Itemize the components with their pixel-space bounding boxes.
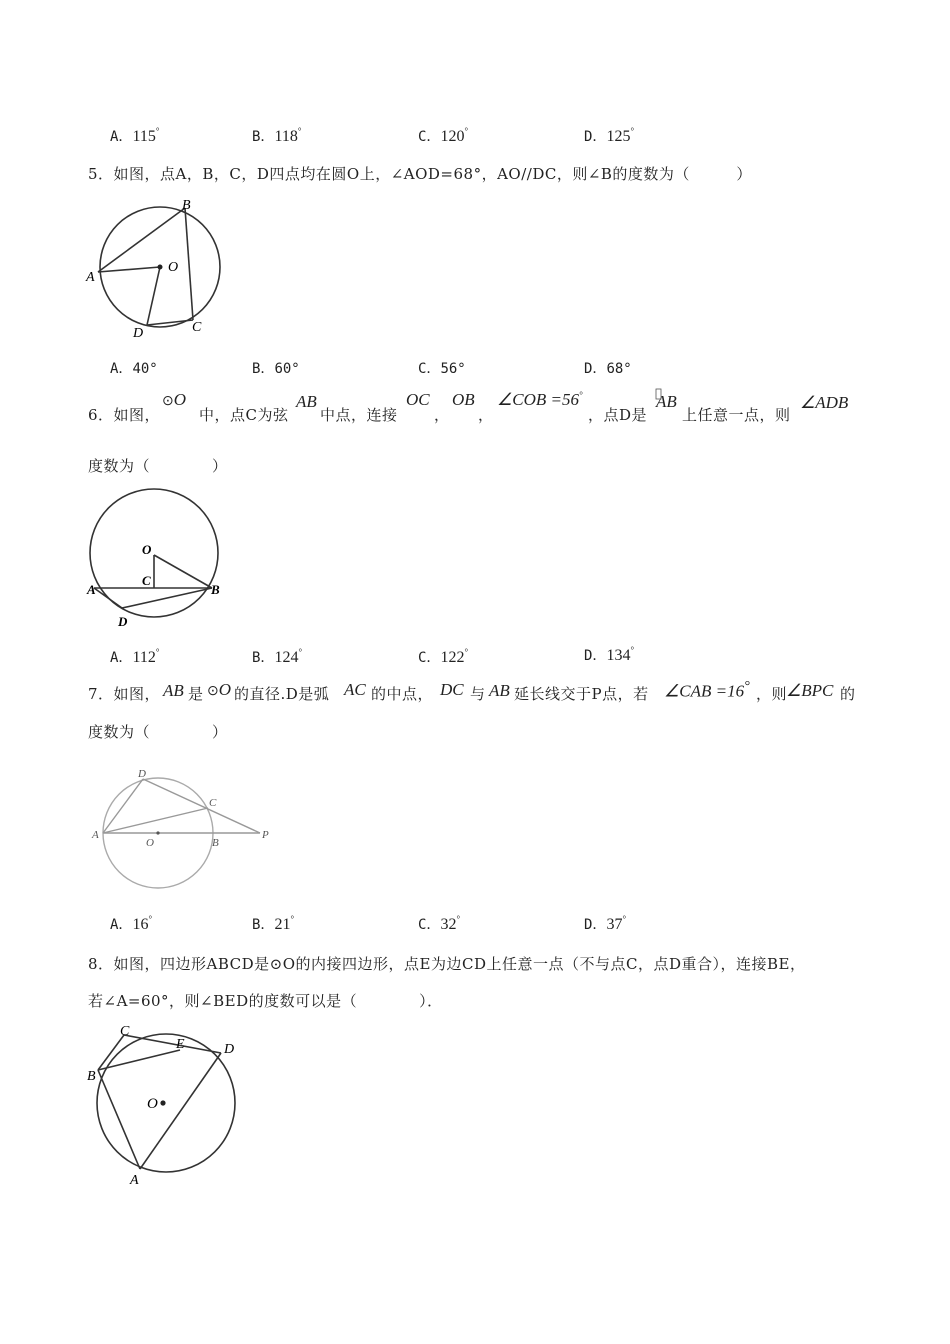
- q6-label-c: C: [142, 573, 151, 588]
- q6-label-o: O: [142, 542, 152, 557]
- q8-label-c: C: [120, 1024, 130, 1039]
- q5-label-d: D: [133, 326, 144, 340]
- q6-arc-mark-icon: [655, 388, 663, 400]
- q7-center-dot: [156, 831, 159, 834]
- q5-option-c: C．56°: [418, 361, 466, 377]
- q8-label-e: E: [176, 1037, 185, 1052]
- q6-stem-line2: 度数为（ ）: [88, 457, 228, 475]
- q6-option-d: D．134°: [584, 645, 635, 664]
- q7-option-b: B．21°: [252, 914, 295, 933]
- q7-seg-dp: [143, 779, 260, 833]
- q4-option-c: C．120°: [418, 126, 469, 145]
- q7-stem-line2: 度数为（ ）: [88, 723, 228, 741]
- q7-option-a: A．16°: [110, 914, 153, 933]
- q8-label-d: D: [224, 1042, 235, 1057]
- q5-label-o: O: [168, 260, 179, 275]
- q8-seg-cd: [124, 1035, 221, 1053]
- q8-stem-line2: 若∠A=60°，则∠BED的度数可以是（ ）．: [88, 992, 443, 1010]
- q8-center-dot: [160, 1100, 165, 1105]
- q5-stem: 5．如图，点A，B，C，D四点均在圆O上，∠AOD=68°，AO//DC，则∠B的度数为（ ）: [88, 165, 752, 183]
- q6-option-c: C．122°: [418, 647, 469, 666]
- q8-circle: [97, 1034, 235, 1172]
- q6-label-d: D: [118, 614, 128, 629]
- q7-label-p: P: [262, 829, 269, 841]
- q6-circle: [90, 489, 218, 617]
- q5-seg-ao: [98, 267, 160, 272]
- q8-stem-line1: 8．如图，四边形ABCD是⊙O的内接四边形，点E为边CD上任意一点（不与点C，点D重合），连接BE，: [88, 955, 806, 973]
- q6-seg-ob: [154, 555, 212, 588]
- q5-seg-bc: [185, 208, 193, 320]
- q8-label-a: A: [130, 1173, 139, 1186]
- q7-label-o: O: [146, 837, 154, 849]
- q6-option-a: A．112°: [110, 647, 160, 666]
- q4-option-d: D．125°: [584, 126, 635, 145]
- q5-label-c: C: [192, 320, 202, 335]
- q5-seg-dc: [147, 320, 193, 325]
- q5-label-b: B: [182, 198, 191, 213]
- q5-center-dot: [158, 265, 163, 270]
- q7-option-d: D．37°: [584, 914, 627, 933]
- q5-seg-od: [147, 267, 160, 325]
- q7-label-d: D: [138, 768, 146, 780]
- q7-option-c: C．32°: [418, 914, 461, 933]
- q5-figure: [84, 194, 234, 340]
- q4-option-b: B．118°: [252, 126, 302, 145]
- q7-figure: [88, 762, 278, 890]
- q6-figure: [84, 484, 234, 634]
- q8-label-b: B: [87, 1069, 96, 1084]
- q7-label-c: C: [209, 797, 217, 809]
- q8-figure: [84, 1022, 244, 1186]
- q8-label-o: O: [147, 1096, 158, 1112]
- q6-option-b: B．124°: [252, 647, 303, 666]
- q5-option-b: B．60°: [252, 361, 300, 377]
- q7-label-a: A: [92, 829, 99, 841]
- q5-option-d: D．68°: [584, 361, 632, 377]
- q5-option-a: A．40°: [110, 361, 158, 377]
- q6-seg-ad: [94, 588, 122, 608]
- q6-label-a: A: [87, 582, 96, 597]
- q7-label-b: B: [212, 837, 219, 849]
- q5-label-a: A: [86, 270, 95, 285]
- q6-label-b: B: [211, 582, 220, 597]
- q4-option-a: A．115°: [110, 126, 160, 145]
